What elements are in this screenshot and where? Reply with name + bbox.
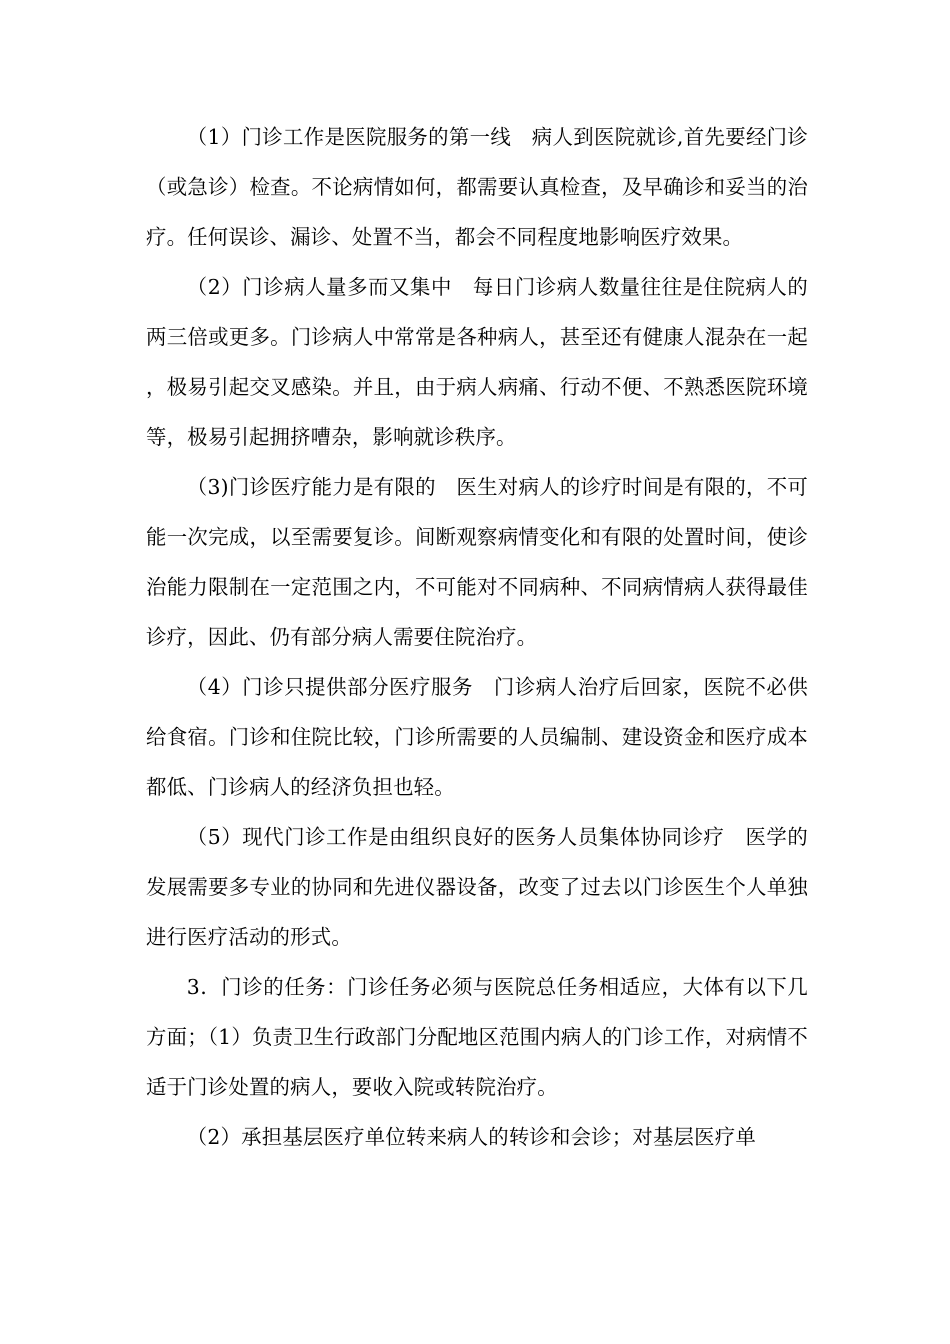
paragraph-outpatient-tasks: 3．门诊的任务：门诊任务必须与医院总任务相适应，大体有以下几方面；（1）负责卫生行政部门分配地区范围内病人的门诊工作，对病情不适于门诊处置的病人，要收入院或转院治疗。 (146, 975, 808, 1099)
paragraph-partial-service: （4）门诊只提供部分医疗服务 门诊病人治疗后回家，医院不必供给食宿。门诊和住院比较，门诊所需要的人员编制、建设资金和医疗成本都低、门诊病人的经济负担也轻。 (146, 675, 808, 799)
paragraph-referral-consultation: （2）承担基层医疗单位转来病人的转诊和会诊；对基层医疗单 (186, 1125, 756, 1149)
paragraph-outpatient-first-line: （1）门诊工作是医院服务的第一线 病人到医院就诊,首先要经门诊（或急诊）检查。不论病情如何，都需要认真检查，及早确诊和妥当的治疗。任何误诊、漏诊、处置不当，都会不同程度地影响医疗效果。 (146, 125, 808, 249)
paragraph-limited-capacity: （3)门诊医疗能力是有限的 医生对病人的诊疗时间是有限的，不可能一次完成，以至需要复诊。间断观察病情变化和有限的处置时间，使诊治能力限制在一定范围之内，不可能对不同病种、不同病情病人获得最佳诊疗，因此、仍有部分病人需要住院治疗。 (146, 475, 808, 649)
paragraph-patient-volume: （2）门诊病人量多而又集中 每日门诊病人数量往往是住院病人的两三倍或更多。门诊病人中常常是各种病人，甚至还有健康人混杂在一起，极易引起交叉感染。并且，由于病人病痛、行动不便、不熟悉医院环境等，极易引起拥挤嘈杂，影响就诊秩序。 (146, 275, 808, 449)
paragraph-team-collaboration: （5）现代门诊工作是由组织良好的医务人员集体协同诊疗 医学的发展需要多专业的协同和先进仪器设备，改变了过去以门诊医生个人单独进行医疗活动的形式。 (146, 825, 808, 949)
document-body (146, 112, 808, 1162)
